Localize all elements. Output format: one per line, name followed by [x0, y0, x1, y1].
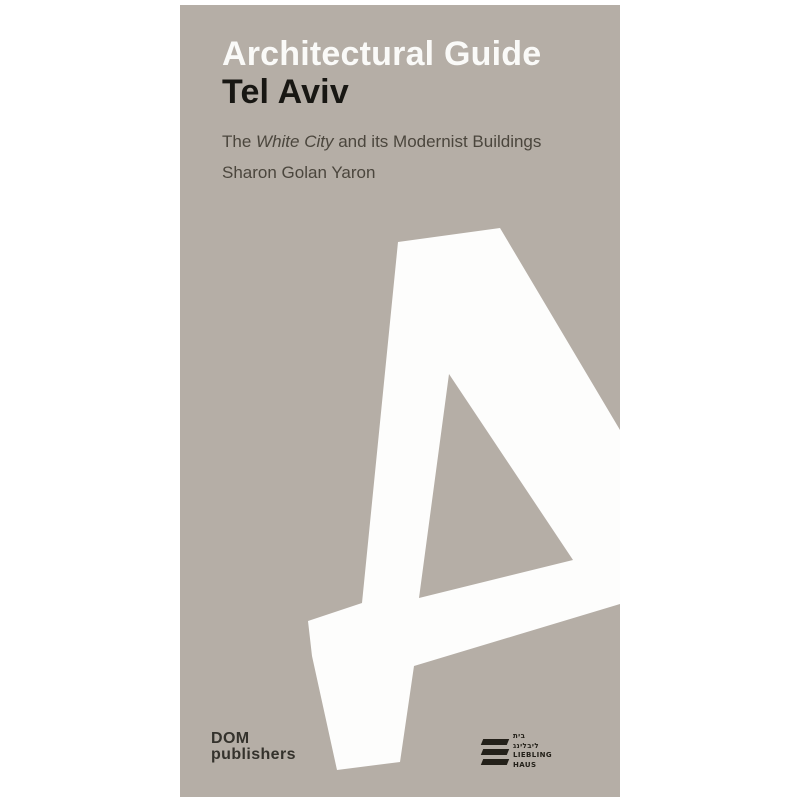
- book-cover: [180, 5, 620, 797]
- logo-bars-icon: [482, 739, 508, 769]
- series-title: Architectural Guide: [222, 35, 542, 73]
- logo-text-line: ליבלינג: [513, 741, 539, 750]
- subtitle-prefix: The: [222, 132, 257, 151]
- logo-text-line: בית: [513, 732, 526, 740]
- subtitle-suffix: and its Modernist Buildings: [333, 132, 542, 151]
- publisher-name-line2: publishers: [211, 745, 296, 763]
- logo-text-line: LIEBLING: [513, 751, 553, 759]
- subtitle: [222, 132, 541, 152]
- logo-text: [513, 732, 552, 770]
- logo-text-line: HAUS: [513, 760, 537, 769]
- author-name: Sharon Golan Yaron: [222, 163, 376, 182]
- city-title: Tel Aviv: [222, 73, 349, 111]
- publisher-logo: [211, 731, 296, 762]
- publisher-name-line1: DOM: [211, 730, 250, 747]
- subtitle-italic: White City: [256, 132, 334, 151]
- logo-bar: [481, 749, 509, 755]
- title-block: [222, 35, 541, 111]
- logo-bar: [481, 759, 509, 765]
- logo-bar: [481, 739, 509, 745]
- letter-a-graphic: [180, 5, 620, 797]
- liebling-haus-logo: [482, 732, 552, 770]
